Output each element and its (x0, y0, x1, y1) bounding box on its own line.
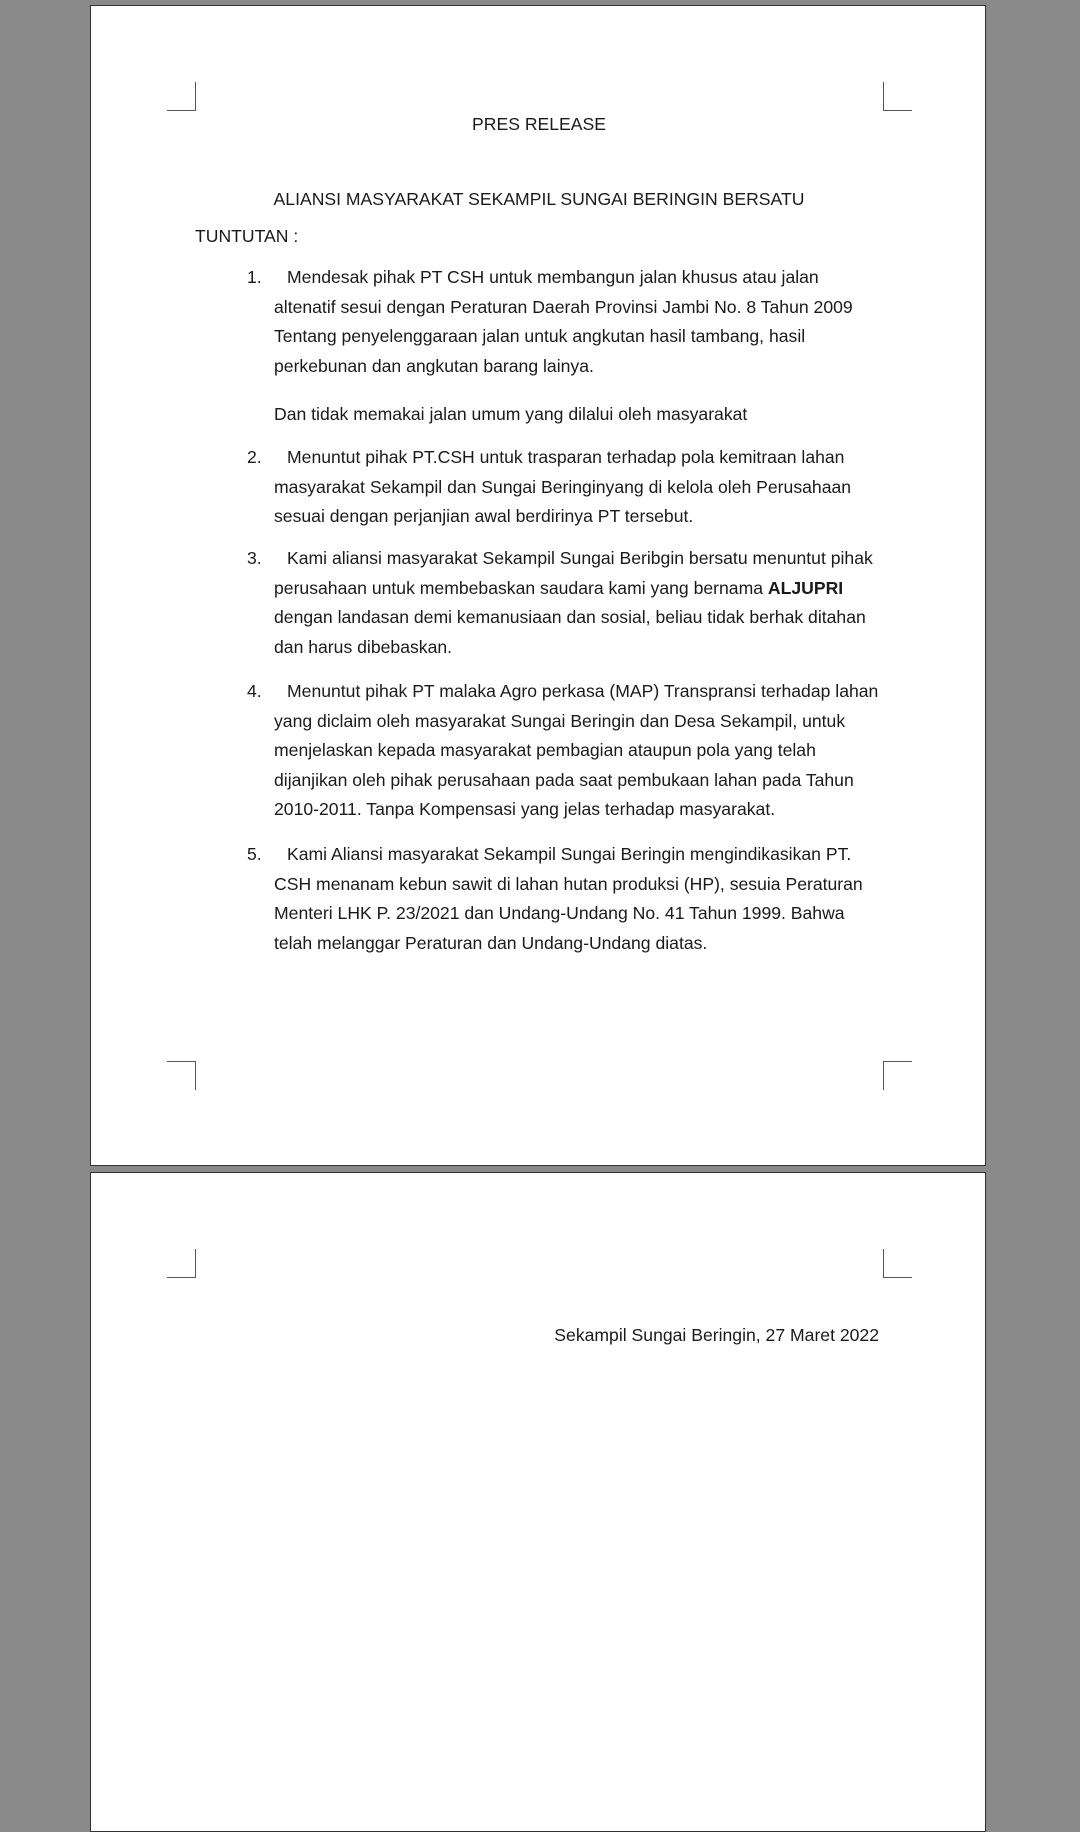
demand-line: altenatif sesui dengan Peraturan Daerah Provinsi Jambi No. 8 Tahun 2009 (274, 296, 853, 317)
demand-number: 3. (247, 548, 262, 568)
demand-line: Tentang penyelenggaraan jalan untuk angkutan hasil tambang, hasil (274, 326, 806, 346)
organization-name: ALIANSI MASYARAKAT SEKAMPIL SUNGAI BERINGIN BERSATU (273, 189, 805, 209)
document-page-1 (90, 5, 986, 1166)
demand-line: 2010-2011. Tanpa Kompensasi yang jelas terhadap masyarakat. (274, 799, 776, 819)
demand-line: Menuntut pihak PT malaka Agro perkasa (MAP) Transpransi terhadap lahan (287, 681, 879, 701)
document-page-2 (90, 1172, 986, 1832)
demand-number: 1. (247, 267, 262, 287)
demand-line: Mendesak pihak PT CSH untuk membangun jalan khusus atau jalan (287, 267, 819, 287)
demand-line: dan harus dibebaskan. (274, 636, 453, 657)
margin-corner-bottom-right (883, 1061, 912, 1090)
demand-line: Menteri LHK P. 23/2021 dan Undang-Undang No. 41 Tahun 1999. Bahwa (274, 903, 845, 923)
demand-line: Kami Aliansi masyarakat Sekampil Sungai Beringin mengindikasikan PT. (287, 844, 852, 864)
demand-line: perusahaan untuk membebaskan saudara kami yang bernama (274, 577, 764, 598)
margin-corner-top-right (883, 1249, 912, 1278)
demand-line: dijanjikan oleh pihak perusahaan pada saat pembukaan lahan pada Tahun (274, 769, 854, 790)
detainee-name: ALJUPRI (767, 577, 844, 598)
place-and-date: Sekampil Sungai Beringin, 27 Maret 2022 (554, 1325, 879, 1345)
margin-corner-top-right (883, 82, 912, 111)
demand-line: perkebunan dan angkutan barang lainya. (274, 355, 594, 376)
demand-line: telah melanggar Peraturan dan Undang-Undang diatas. (274, 932, 708, 953)
document-title: PRES RELEASE (472, 114, 606, 134)
demand-line: CSH menanam kebun sawit di lahan hutan produksi (HP), sesuia Peraturan (274, 873, 863, 894)
demand-line: menjelaskan kepada masyarakat pembagian ataupun pola yang telah (274, 740, 816, 760)
demand-number: 4. (247, 681, 262, 701)
demand-line: yang diclaim oleh masyarakat Sungai Beringin dan Desa Sekampil, untuk (274, 710, 846, 731)
section-heading: TUNTUTAN : (195, 226, 299, 246)
demand-line: sesuai dengan perjanjian awal berdirinya PT tersebut. (274, 506, 694, 526)
margin-corner-top-left (167, 82, 196, 111)
demand-number: 2. (247, 447, 262, 467)
margin-corner-top-left (167, 1249, 196, 1278)
demand-line: dengan landasan demi kemanusiaan dan sosial, beliau tidak berhak ditahan (274, 607, 866, 627)
demand-note: Dan tidak memakai jalan umum yang dilalui oleh masyarakat (274, 404, 748, 424)
demand-line: Menuntut pihak PT.CSH untuk trasparan terhadap pola kemitraan lahan (287, 447, 845, 467)
demand-line-with-name (274, 574, 873, 604)
demand-line: masyarakat Sekampil dan Sungai Beringinyang di kelola oleh Perusahaan (274, 476, 852, 497)
margin-corner-bottom-left (167, 1061, 196, 1090)
demand-number: 5. (247, 844, 262, 864)
demand-line: Kami aliansi masyarakat Sekampil Sungai Beribgin bersatu menuntut pihak (287, 548, 873, 568)
